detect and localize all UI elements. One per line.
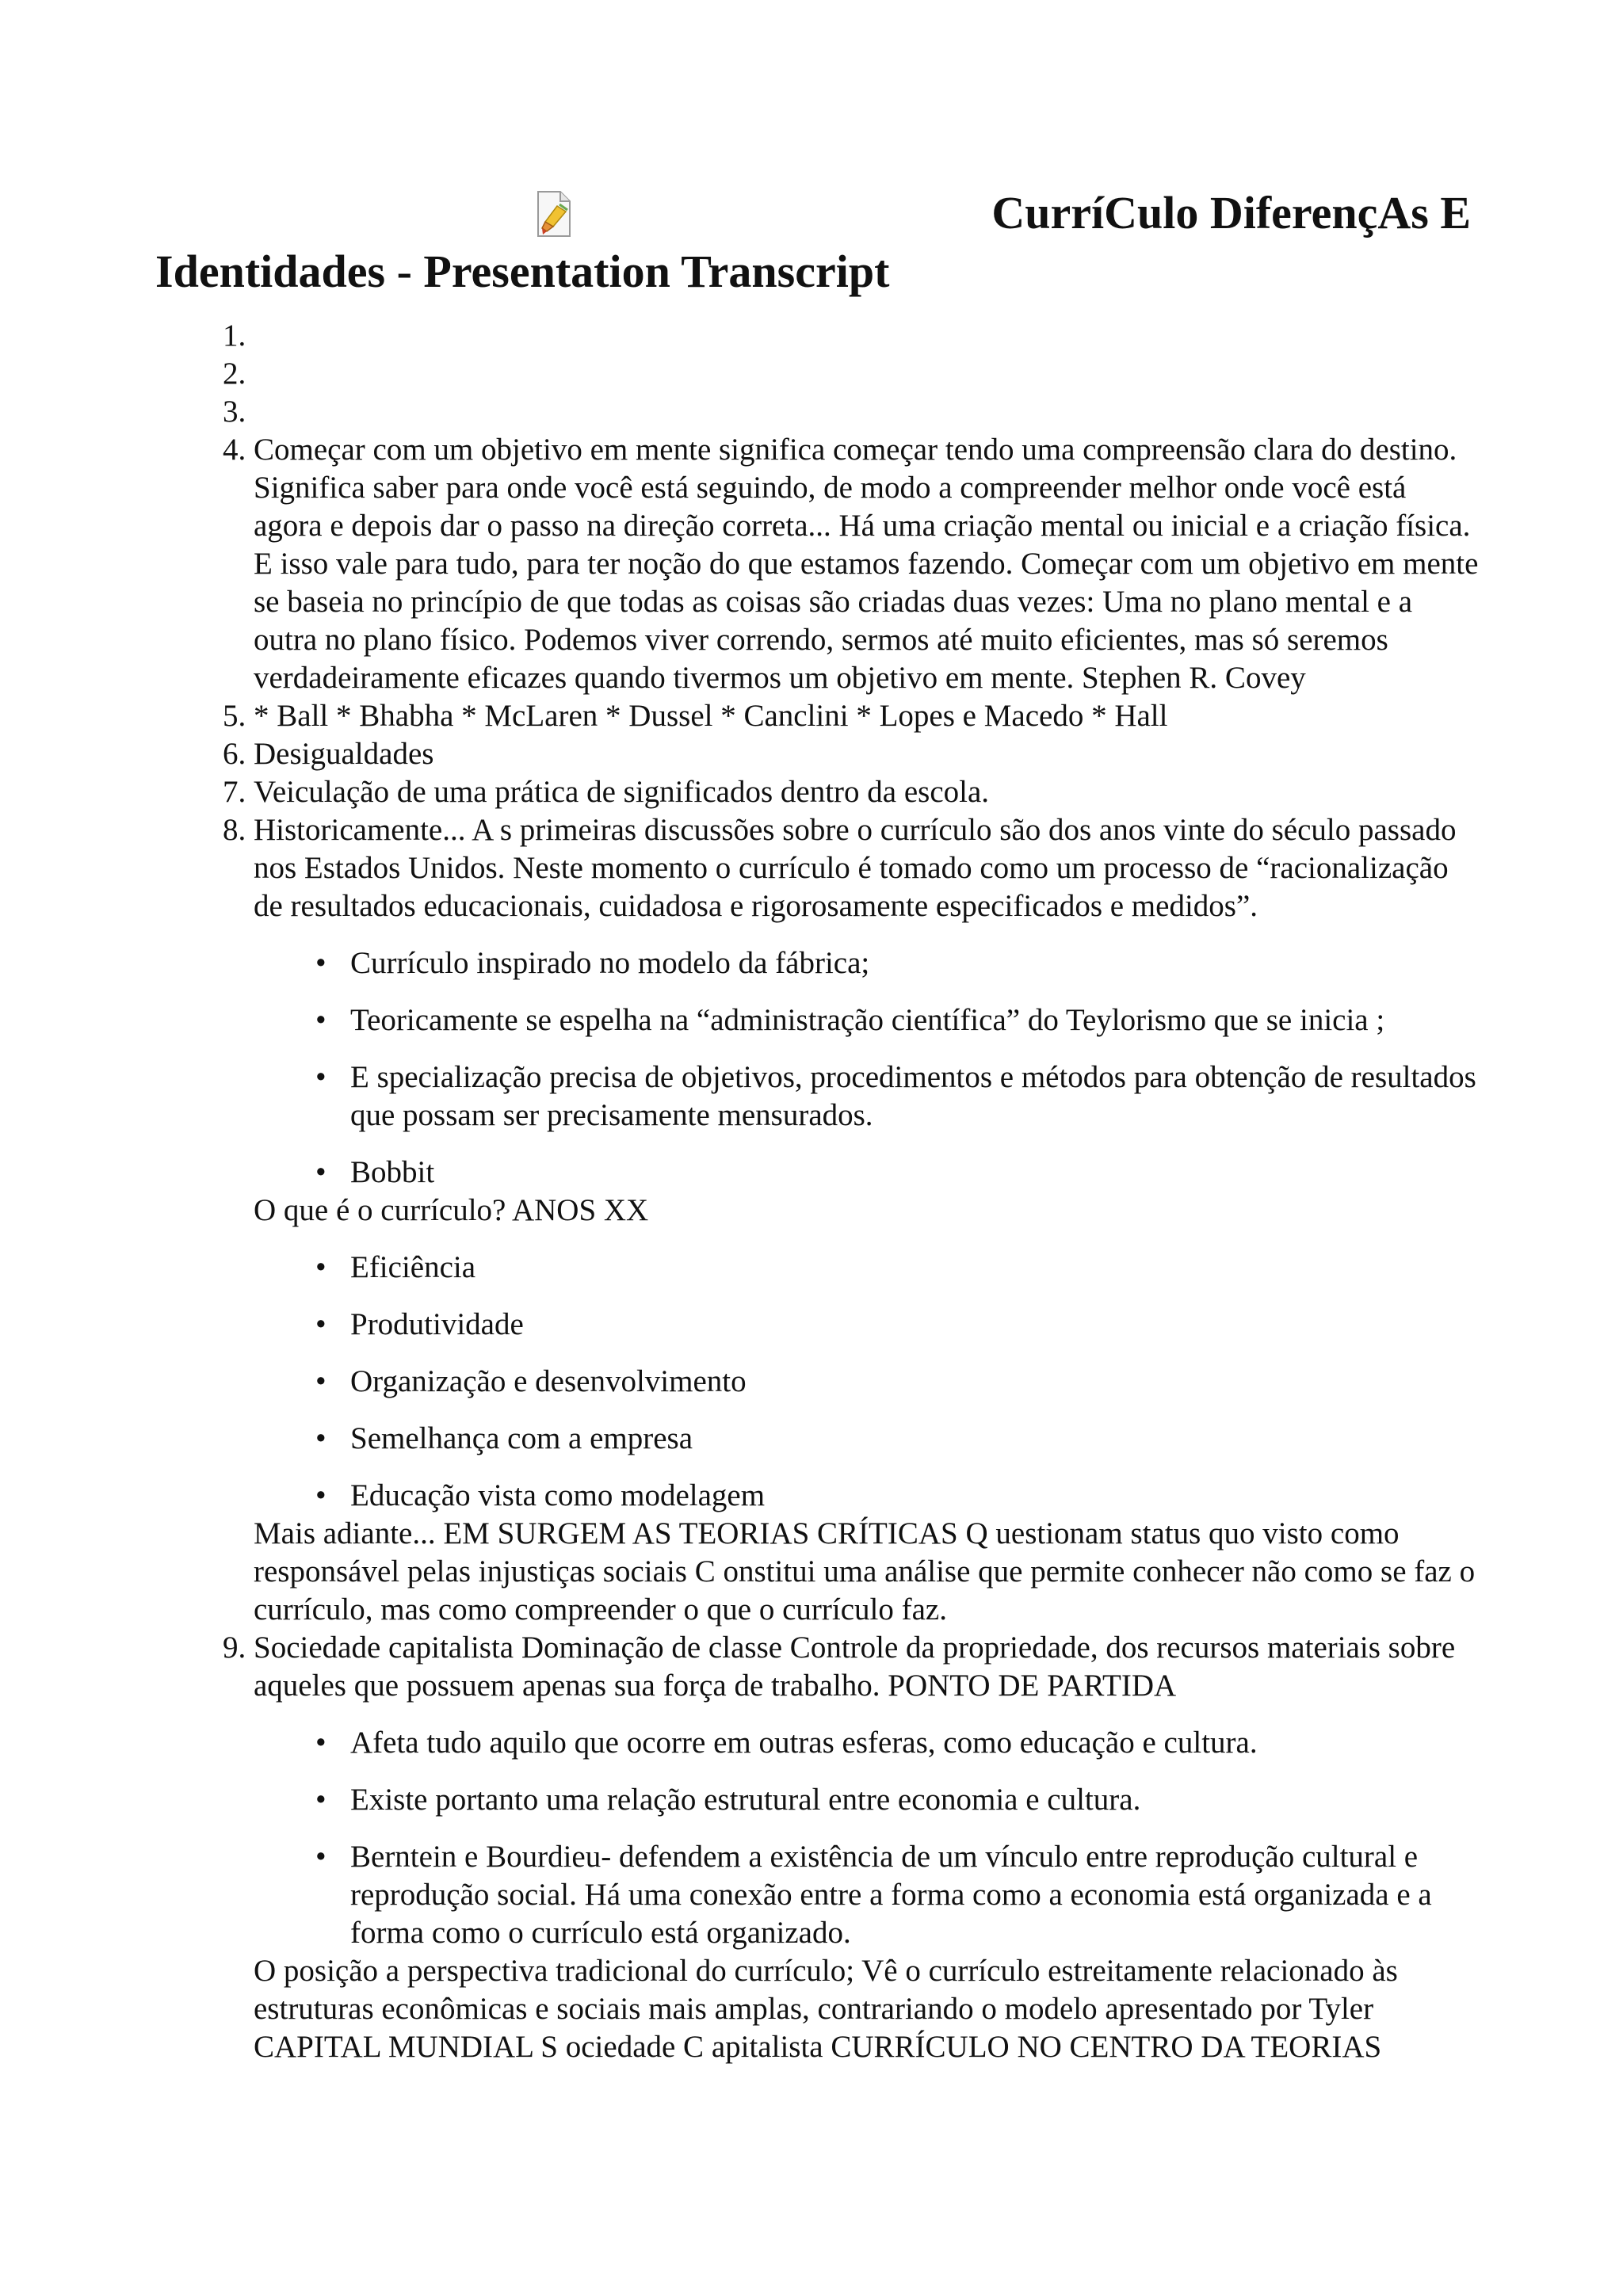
list-item: • Semelhança com a empresa xyxy=(315,1421,693,1455)
slide-item-6 xyxy=(254,735,1482,773)
page-title xyxy=(155,184,1471,301)
list-item: • Afeta tudo aquilo que ocorre em outras esferas, como educação e cultura. xyxy=(315,1726,1258,1760)
broken-image-icon xyxy=(536,190,572,239)
slide-6-text: Desigualdades xyxy=(254,737,434,771)
slide-8-outro: Mais adiante... EM SURGEM AS TEORIAS CRÍTICAS Q uestionam status quo visto como responsável pelas injustiças sociais C onstitui uma análise que permite conhecer não como se faz o currículo, mas como compreender o que o currículo faz. xyxy=(254,1516,1476,1627)
slide-item-3 xyxy=(254,393,1482,431)
list-item: • Bobbit xyxy=(315,1155,435,1189)
list-item: • Organização e desenvolvimento xyxy=(315,1364,747,1398)
slide-5-text: * Ball * Bhabha * McLaren * Dussel * Canclini * Lopes e Macedo * Hall xyxy=(254,699,1168,733)
list-item: • E specialização precisa de objetivos, procedimentos e métodos para obtenção de resultados que possam ser precisamente mensurados. xyxy=(315,1060,1476,1132)
list-item: • Currículo inspirado no modelo da fábrica; xyxy=(315,946,870,980)
list-item: • Teoricamente se espelha na “administração científica” do Teylorismo que se inicia ; xyxy=(315,1003,1385,1037)
slide-9-bullets xyxy=(254,1724,1482,1952)
transcript-body xyxy=(214,317,1482,2066)
slide-list xyxy=(214,317,1482,2066)
title-text-line-2: Identidades - Presentation Transcript xyxy=(155,246,890,297)
slide-4-text: Começar com um objetivo em mente significa começar tendo uma compreensão clara do destino. Significa saber para onde você está seguindo, de modo a compreender melhor onde você está agora e depois dar o passo na direção correta... Há uma criação mental ou inicial e a criação física. E isso vale para tudo, para ter noção do que estamos fazendo. Começar com um objetivo em mente se baseia no princípio de que todas as coisas são criadas duas vezes: Uma no plano mental e a outra no plano físico. Podemos viver correndo, sermos até muito eficientes, mas só seremos verdadeiramente eficazes quando tivermos um objetivo em mente. Stephen R. Covey xyxy=(254,433,1479,695)
slide-item-1 xyxy=(254,317,1482,355)
slide-8-bullets-b xyxy=(254,1249,1482,1515)
title-text-line-1: CurríCulo DiferençAs E xyxy=(991,187,1471,238)
slide-8-intro: 8. Historicamente... A s primeiras discussões sobre o currículo são dos anos vinte do século passado nos Estados Unidos. Neste momento o currículo é tomado como um processo de “racionalização de resultados educacionais, cuidadosa e rigorosamente especificados e medidos”. xyxy=(254,813,1457,923)
list-item: • Existe portanto uma relação estrutural entre economia e cultura. xyxy=(315,1783,1141,1817)
slide-item-5 xyxy=(254,697,1482,735)
list-item: • Educação vista como modelagem xyxy=(315,1478,766,1512)
slide-8-bullets-a xyxy=(254,944,1482,1192)
slide-item-2 xyxy=(254,355,1482,393)
slide-7-text: Veiculação de uma prática de significados dentro da escola. xyxy=(254,775,990,809)
slide-item-7 xyxy=(254,773,1482,811)
slide-9-outro: O posição a perspectiva tradicional do currículo; Vê o currículo estreitamente relacionado às estruturas econômicas e sociais mais amplas, contrariando o modelo apresentado por Tyler CAPITAL MUNDIAL S ociedade C apitalista CURRÍCULO NO CENTRO DA TEORIAS xyxy=(254,1954,1398,2064)
slide-9-intro: 9. Sociedade capitalista Dominação de classe Controle da propriedade, dos recursos materiais sobre aqueles que possuem apenas sua força de trabalho. PONTO DE PARTIDA xyxy=(254,1630,1456,1703)
list-item: • Eficiência xyxy=(315,1250,476,1284)
slide-item-8 xyxy=(254,811,1482,1629)
slide-item-4 xyxy=(254,431,1482,697)
slide-8-mid: O que é o currículo? ANOS XX xyxy=(254,1193,649,1227)
title-line-1 xyxy=(155,184,1471,242)
list-item: • Produtividade xyxy=(315,1307,524,1341)
slide-item-9 xyxy=(254,1629,1482,2066)
list-item: • Berntein e Bourdieu- defendem a existência de um vínculo entre reprodução cultural e reprodução social. Há uma conexão entre a forma como a economia está organizada e a forma como o currículo está organizado. xyxy=(315,1840,1432,1950)
